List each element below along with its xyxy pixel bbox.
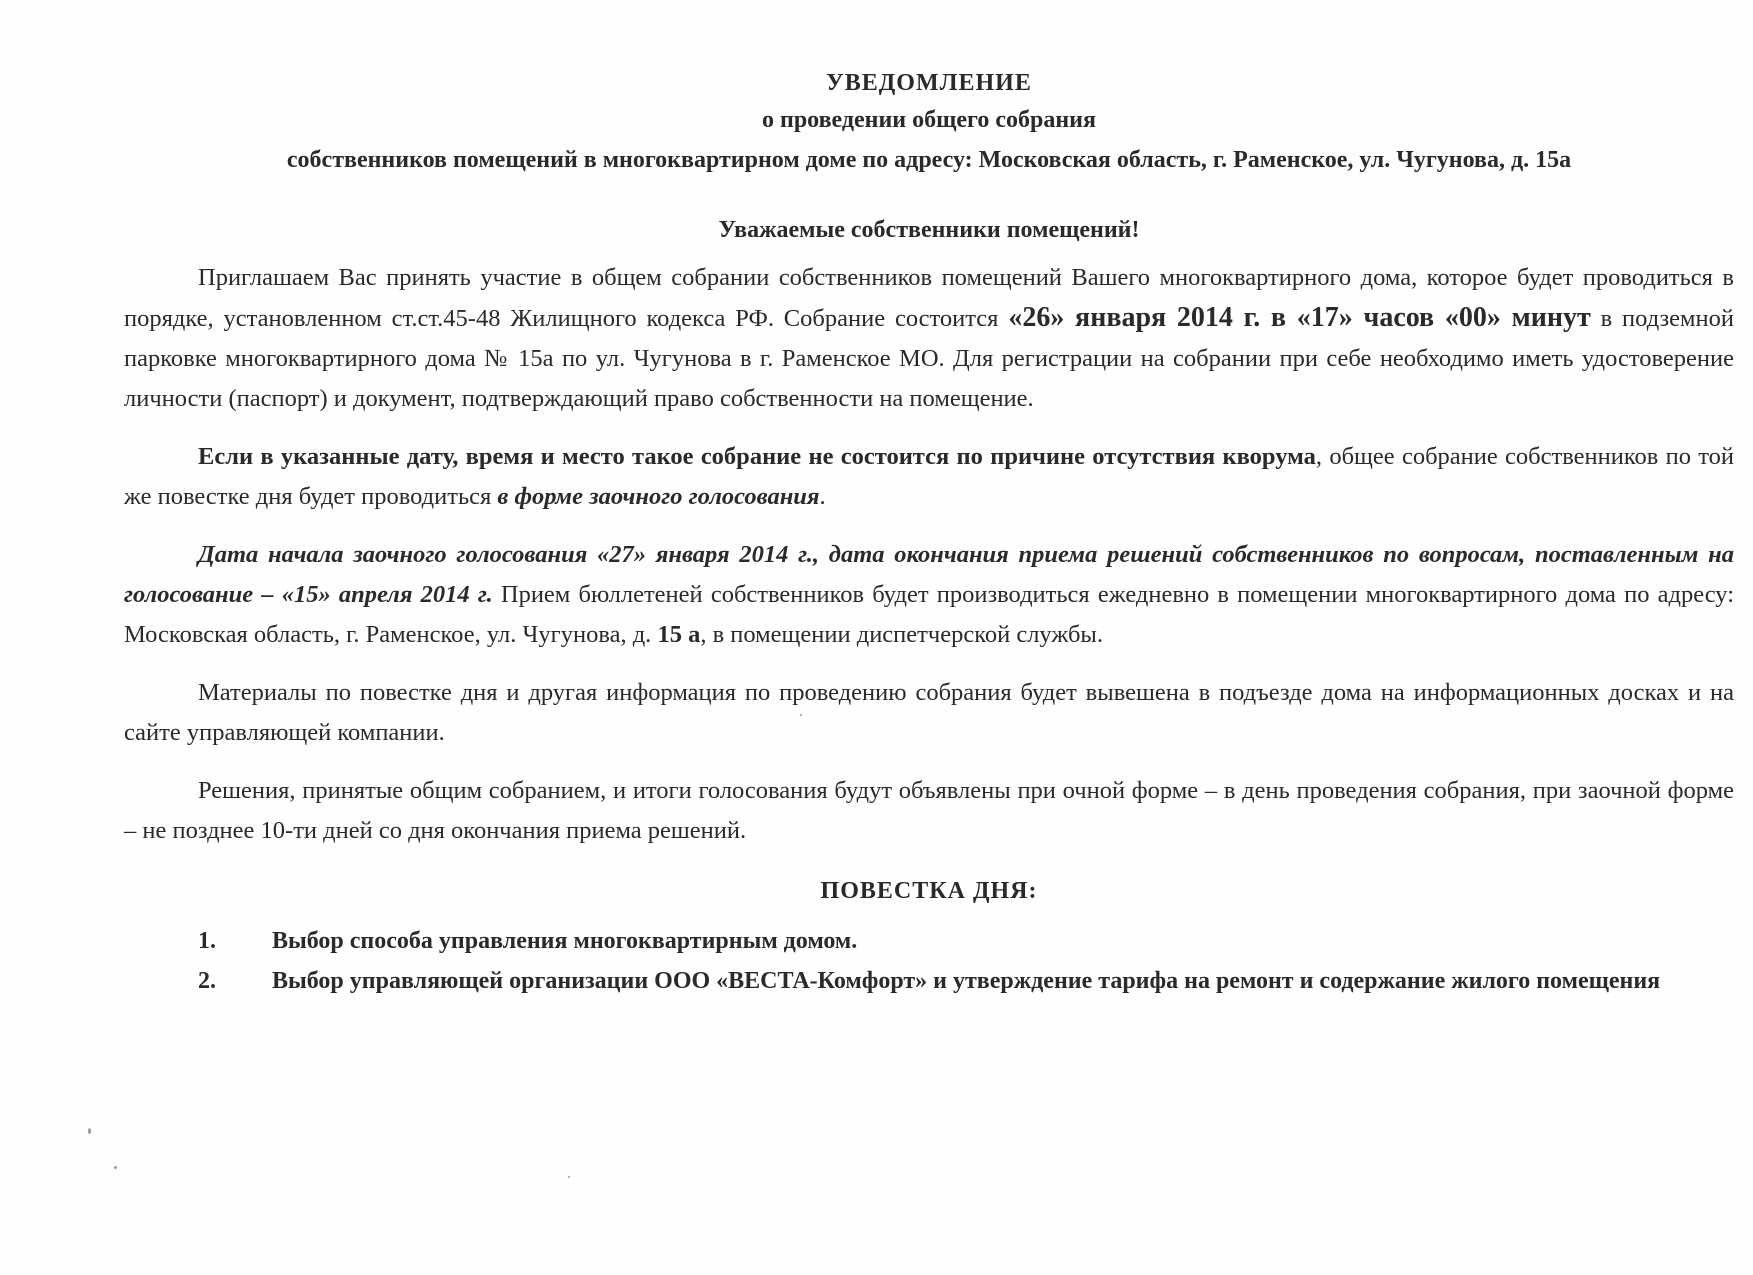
agenda-item-text: Выбор способа управления многоквартирным домом. <box>272 928 858 954</box>
ballot-reception-place: , в помещении диспетчерской службы. <box>700 621 1104 648</box>
scan-speck <box>88 1128 91 1134</box>
no-quorum-condition: Если в указанные дату, время и место такое собрание не состоится по причине отсутствия кворума <box>198 443 1316 470</box>
scan-speck <box>114 1166 117 1169</box>
agenda-item <box>124 921 1734 961</box>
scan-speck <box>800 714 802 716</box>
scan-speck <box>568 1176 570 1178</box>
meeting-date-time: «26» января 2014 г. в «17» часов «00» минут <box>1008 302 1591 333</box>
agenda-heading: ПОВЕСТКА ДНЯ: <box>820 878 1038 904</box>
paragraph-invitation <box>124 258 1734 419</box>
document-subtitle: о проведении общего собрания <box>761 107 1096 133</box>
absentee-dates: Дата начала заочного голосования «27» января 2014 г., дата окончания приема решений собственников по вопросам, поставленным на голосование – «15» апреля 2014 г. <box>124 541 1734 608</box>
document-title: УВЕДОМЛЕНИЕ <box>826 70 1032 96</box>
ballot-reception-text: Прием бюллетеней собственников будет производиться ежедневно в помещении многоквартирного дома по адресу: Московская область, г. Раменское, ул. Чугунова, д. <box>124 581 1734 648</box>
no-quorum-text: , общее собрание собственников по той же повестке дня будет проводиться <box>124 443 1735 510</box>
no-quorum-period: . <box>819 483 826 510</box>
invitation-text-start: Приглашаем Вас принять участие в общем собрании собственников помещений Вашего многоквартирного дома, которое будет проводиться в порядке, установленном ст.ст.45-48 Жилищного кодекса РФ. Собрание состоится <box>124 264 1734 332</box>
agenda-item-text: Выбор управляющей организации ООО «ВЕСТА-Комфорт» и утверждение тарифа на ремонт и содержание жилого помещения <box>272 968 1661 994</box>
document-address-line: собственников помещений в многоквартирном доме по адресу: Московская область, г. Раменское, ул. Чугунова, д. 15а <box>286 147 1572 173</box>
agenda-list <box>124 921 1734 1001</box>
agenda-item-number: 1. <box>198 928 216 954</box>
house-number: 15 а <box>657 621 701 648</box>
agenda-item-number: 2. <box>198 968 216 994</box>
paragraph-absentee-dates <box>124 535 1734 655</box>
greeting: Уважаемые собственники помещений! <box>718 217 1140 243</box>
absentee-voting-form: в форме заочного голосования <box>497 483 820 510</box>
invitation-text-end: в подземной парковке многоквартирного дома № 15а по ул. Чугунова в г. Раменское МО. Для регистрации на собрании при себе необходимо иметь удостоверение личности (паспорт) и документ, подтверждающий право собственности на помещение. <box>124 305 1734 412</box>
paragraph-results: Решения, принятые общим собранием, и итоги голосования будут объявлены при очной форме – в день проведения собрания, при заочной форме – не позднее 10-ти дней со дня окончания приема решений. <box>124 777 1734 844</box>
paragraph-materials: Материалы по повестке дня и другая информация по проведению собрания будет вывешена в подъезде дома на информационных досках и на сайте управляющей компании. <box>124 679 1734 746</box>
agenda-item <box>124 961 1734 1001</box>
document-body <box>124 66 1734 1001</box>
paragraph-no-quorum <box>124 437 1734 517</box>
